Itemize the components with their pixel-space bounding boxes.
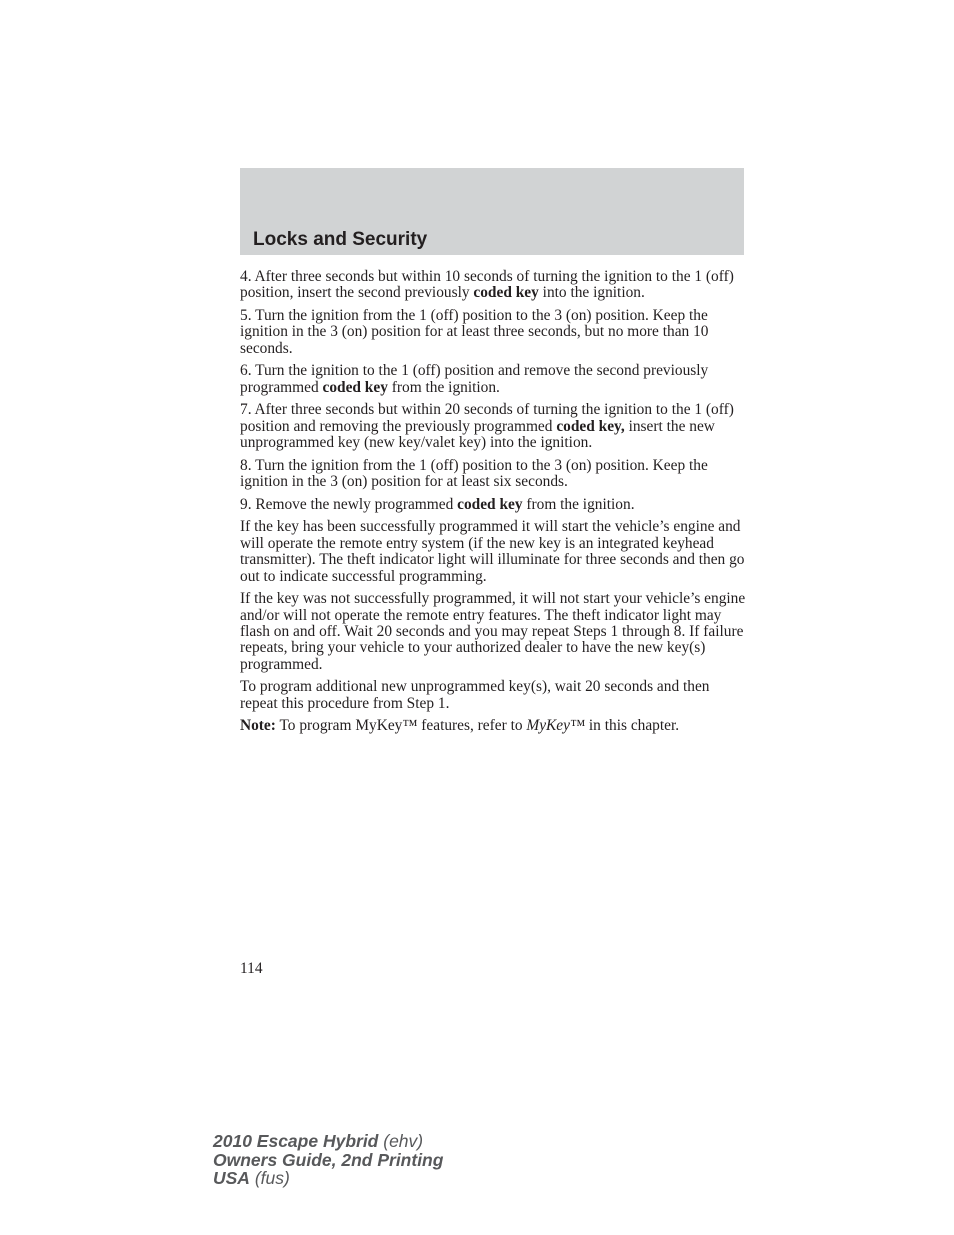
body-text — [240, 269, 746, 741]
step-6: 6. Turn the ignition to the 1 (off) position and remove the second previously programmed coded key from the ignition. — [240, 362, 709, 396]
section-title: Locks and Security — [253, 229, 428, 250]
success-paragraph: If the key has been successfully programmed it will start the vehicle’s engine and will operate the remote entry system (if the new key is an integrated keyhead transmitter). The theft indicator light will illuminate for three seconds and then go out to indicate successful programming. — [240, 518, 745, 585]
footer-line-1: 2010 Escape Hybrid (ehv) — [213, 1131, 424, 1151]
footer — [213, 1132, 443, 1188]
footer-line-2: Owners Guide, 2nd Printing — [213, 1149, 444, 1170]
step-7: 7. After three seconds but within 20 seconds of turning the ignition to the 1 (off) position and removing the previously programmed coded key, insert the new unprogrammed key (new key/valet key) into the ignition. — [240, 401, 734, 452]
additional-keys-paragraph: To program additional new unprogrammed key(s), wait 20 seconds and then repeat this procedure from Step 1. — [240, 678, 710, 712]
page-number: 114 — [240, 960, 263, 977]
step-8: 8. Turn the ignition from the 1 (off) position to the 3 (on) position. Keep the ignition in the 3 (on) position for at least six seconds. — [240, 456, 708, 491]
step-4: 4. After three seconds but within 10 seconds of turning the ignition to the 1 (off) position, insert the second previously coded key into the ignition. — [240, 268, 734, 302]
footer-line-3: USA (fus) — [213, 1168, 290, 1188]
step-5: 5. Turn the ignition from the 1 (off) position to the 3 (on) position. Keep the ignition in the 3 (on) position for at least three seconds, but no more than 10 seconds. — [240, 307, 709, 357]
note-paragraph: Note: To program MyKey™ features, refer to MyKey™ in this chapter. — [240, 717, 680, 735]
note-label: Note: — [240, 717, 276, 735]
section-header — [240, 168, 744, 255]
step-9: 9. Remove the newly programmed coded key from the ignition. — [240, 495, 635, 513]
mykey-reference: MyKey™ — [526, 717, 586, 735]
failure-paragraph: If the key was not successfully programmed, it will not start your vehicle’s engine and/or will not operate the remote entry features. The theft indicator light may flash on and off. Wait 20 seconds and you may repeat Steps 1 through 8. If failure repeats, bring your vehicle to your authorized dealer to have the new key(s) programmed. — [240, 590, 746, 673]
